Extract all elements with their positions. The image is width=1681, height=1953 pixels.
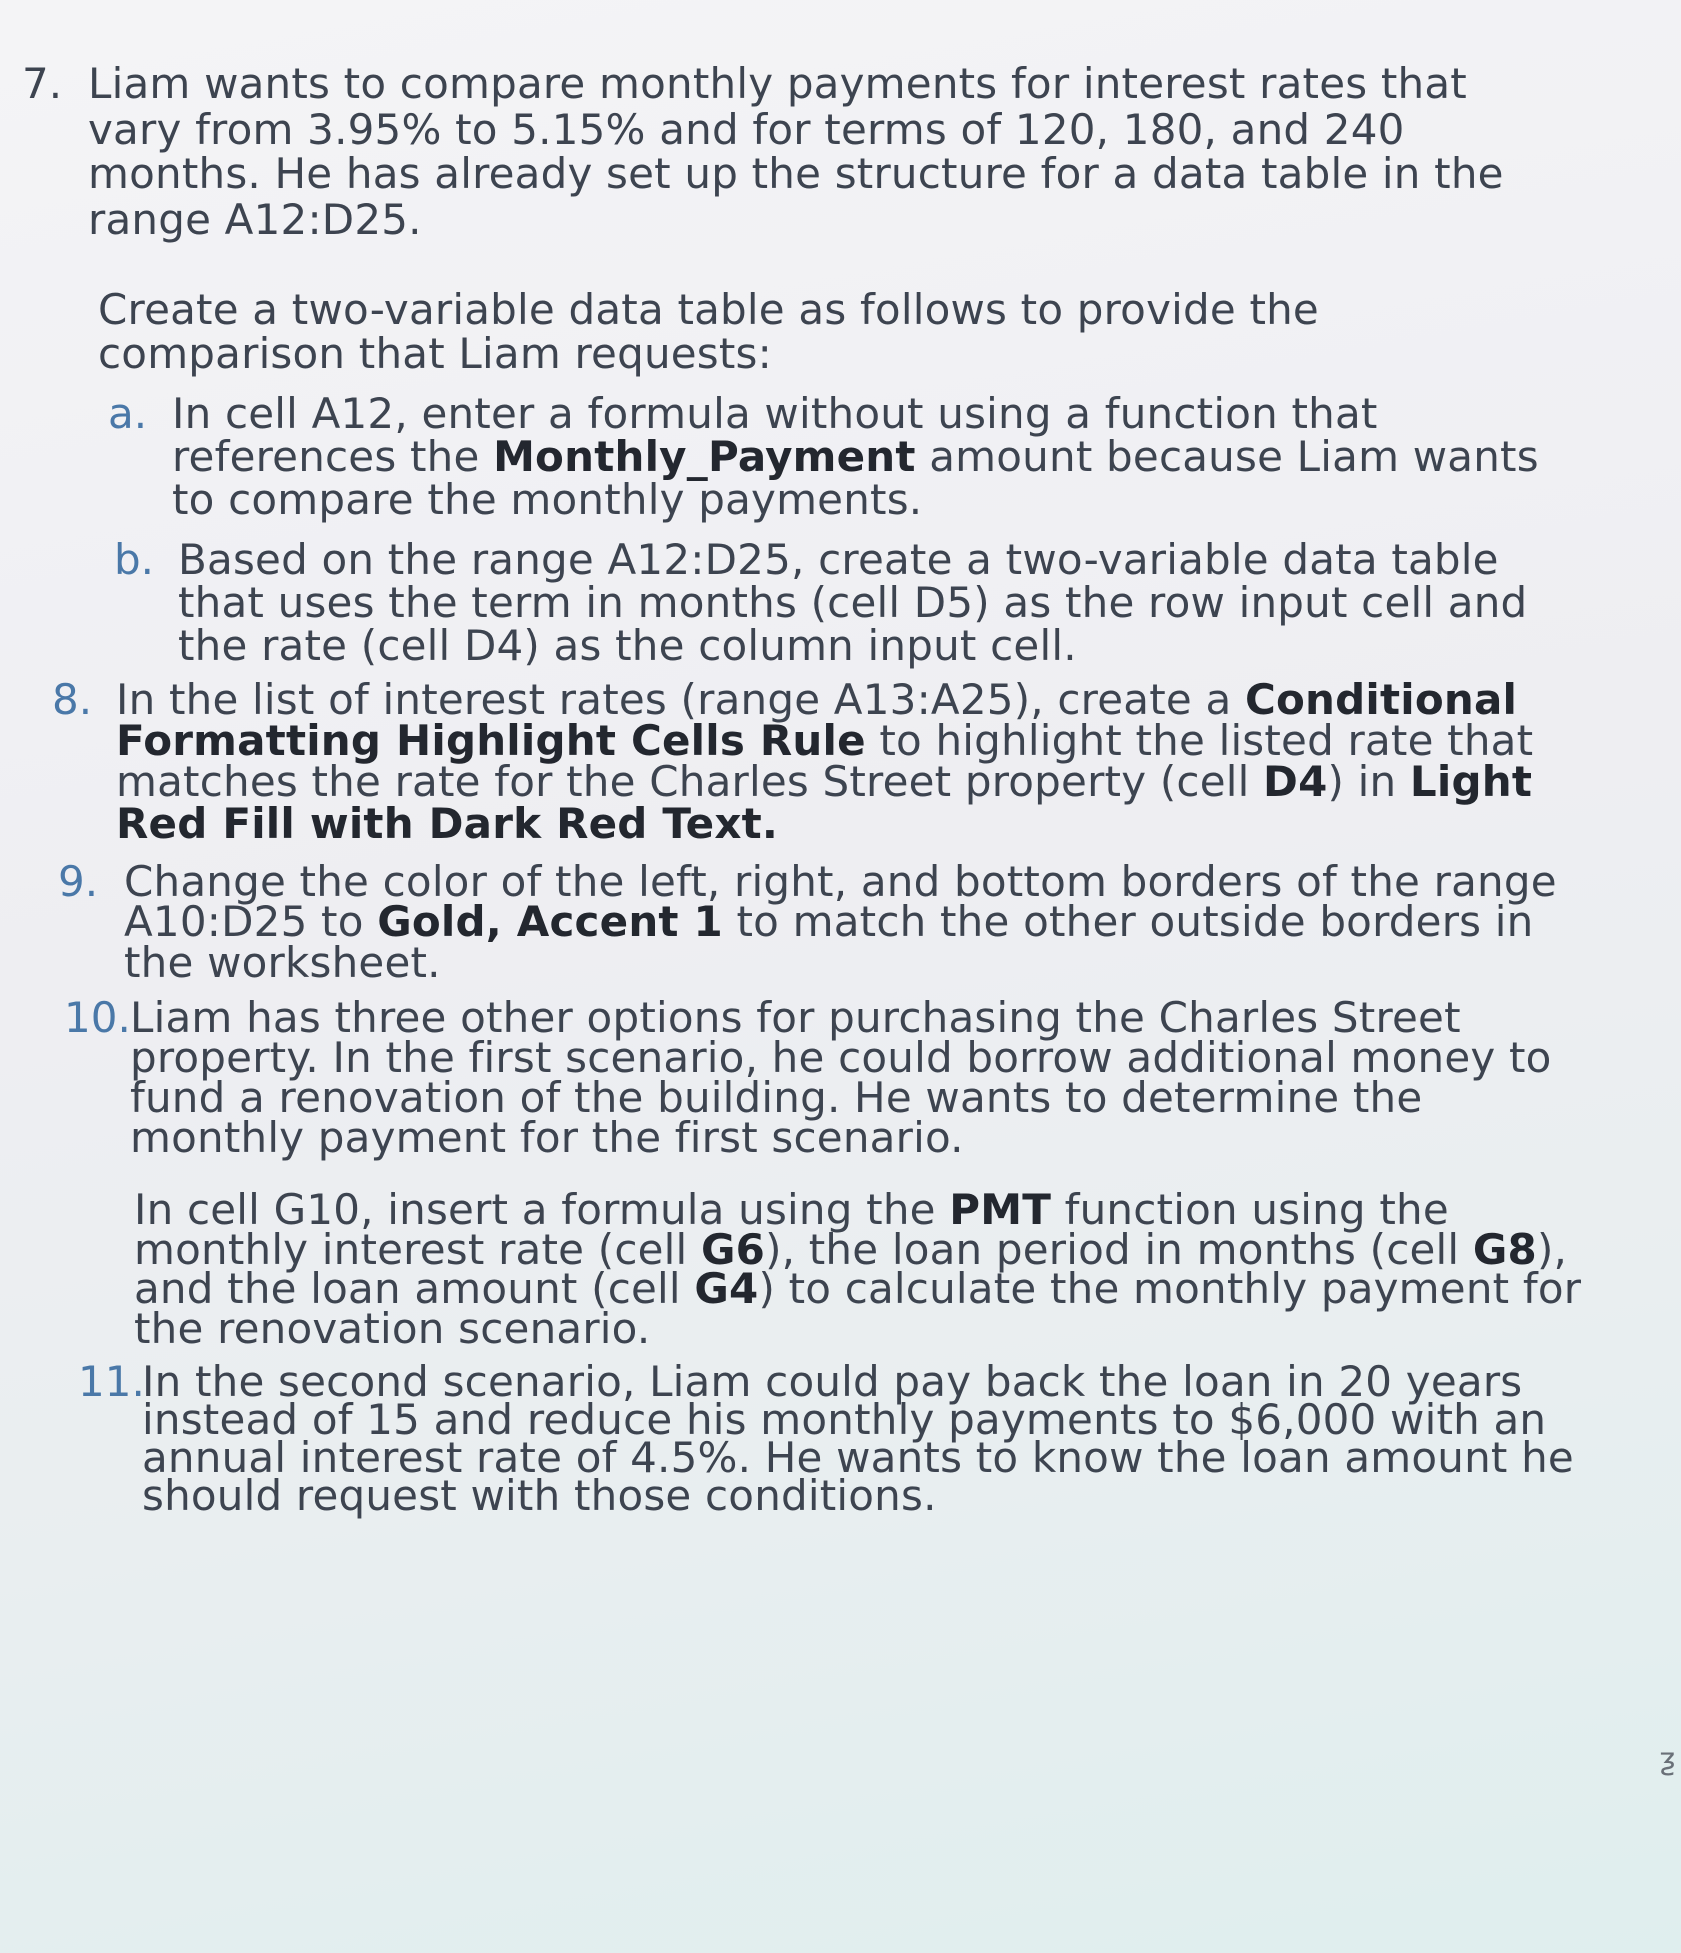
item-8-line: Formatting Highlight Cells Rule to highlight the listed rate that	[116, 716, 1534, 765]
item-7-intro	[98, 284, 1319, 380]
item-7a-line: to compare the monthly payments.	[172, 475, 923, 524]
item-10-instr-line: monthly interest rate (cell G6), the loan period in months (cell G8),	[134, 1225, 1568, 1274]
item-7a-text	[172, 388, 1539, 526]
item-10-text	[130, 992, 1552, 1164]
item-7-line: range A12:D25.	[88, 195, 422, 244]
item-9-line: the worksheet.	[124, 938, 441, 987]
item-7b-line: the rate (cell D4) as the column input cell.	[178, 621, 1077, 670]
item-8-line: In the list of interest rates (range A13:A25), create a Conditional	[116, 675, 1518, 724]
item-11-line: annual interest rate of 4.5%. He wants to know the loan amount he	[142, 1433, 1574, 1482]
item-7b-line: that uses the term in months (cell D5) as the row input cell and	[178, 578, 1528, 627]
item-9-text	[124, 856, 1557, 989]
item-10-instr-line: and the loan amount (cell G4) to calculate the monthly payment for	[134, 1264, 1582, 1313]
item-7-line: Liam wants to compare monthly payments for interest rates that	[88, 59, 1467, 108]
item-11-line: instead of 15 and reduce his monthly payments to $6,000 with an	[142, 1395, 1547, 1444]
item-7-line: vary from 3.95% to 5.15% and for terms of 120, 180, and 240	[88, 105, 1405, 154]
item-10-instr-line: In cell G10, insert a formula using the PMT function using the	[134, 1185, 1449, 1234]
item-7-intro-line: Create a two-variable data table as follows to provide the	[98, 285, 1319, 334]
item-10-line: Liam has three other options for purchasing the Charles Street	[130, 993, 1461, 1042]
item-7b-line: Based on the range A12:D25, create a two-variable data table	[178, 535, 1499, 584]
item-11-number: 11.	[78, 1357, 145, 1406]
item-7a-line: In cell A12, enter a formula without using a function that	[172, 389, 1378, 438]
item-10-instructions	[134, 1184, 1581, 1355]
item-8-text	[116, 674, 1533, 850]
item-7a-line: references the Monthly_Payment amount because Liam wants	[172, 432, 1539, 481]
item-7-text	[88, 58, 1504, 246]
item-7-intro-line: comparison that Liam requests:	[98, 329, 772, 378]
item-10-number: 10.	[64, 993, 131, 1042]
item-10-instr-line: the renovation scenario.	[134, 1304, 651, 1353]
item-9-line: Change the color of the left, right, and bottom borders of the range	[124, 857, 1557, 906]
item-11-line: In the second scenario, Liam could pay back the loan in 20 years	[142, 1357, 1523, 1406]
item-8-line: matches the rate for the Charles Street property (cell D4) in Light	[116, 757, 1533, 806]
item-7b-letter: b.	[114, 535, 155, 584]
item-9-number: 9.	[58, 857, 99, 906]
item-10-line: property. In the first scenario, he could borrow additional money to	[130, 1033, 1552, 1082]
item-9-line: A10:D25 to Gold, Accent 1 to match the other outside borders in	[124, 897, 1534, 946]
item-7a-letter: a.	[108, 389, 148, 438]
item-7-line: months. He has already set up the structure for a data table in the	[88, 149, 1504, 198]
item-11-text	[142, 1356, 1574, 1522]
item-8-number: 8.	[52, 675, 93, 724]
item-10-line: fund a renovation of the building. He wants to determine the	[130, 1073, 1423, 1122]
edge-glyph: ƺ	[1659, 1742, 1675, 1777]
item-10-line: monthly payment for the first scenario.	[130, 1113, 964, 1162]
item-7b-text	[178, 534, 1527, 672]
item-8-line: Red Fill with Dark Red Text.	[116, 799, 779, 848]
monthly-payment-name: Monthly_Payment	[493, 432, 916, 481]
item-7-number: 7.	[22, 59, 63, 108]
item-11-line: should request with those conditions.	[142, 1471, 937, 1520]
